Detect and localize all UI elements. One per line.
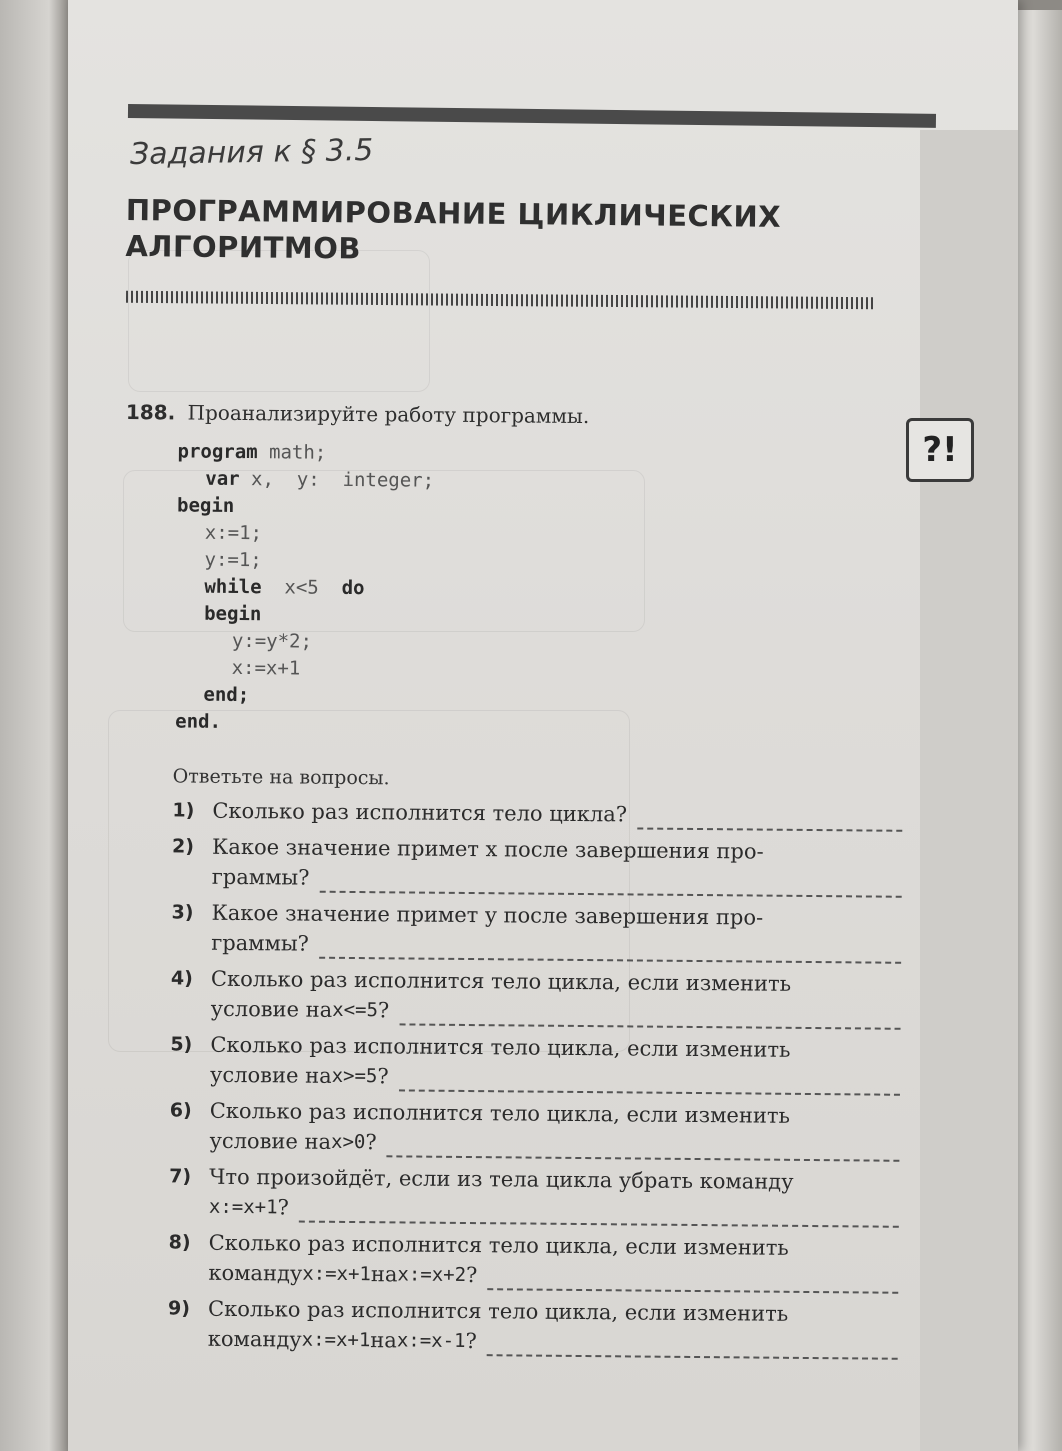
question-text: условие на (209, 1128, 332, 1154)
think-icon: ?! (906, 418, 974, 482)
code-line: y:=y*2; (231, 629, 313, 653)
question-number: 5) (170, 1033, 193, 1056)
answer-blank[interactable] (319, 873, 902, 898)
question-item (170, 1029, 900, 1095)
question-text: Сколько раз исполнится тело цикла, если изменить (210, 1032, 791, 1062)
task-prompt: Проанализируйте работу программы. (187, 400, 590, 429)
question-number: 3) (171, 901, 194, 924)
question-number: 1) (172, 799, 195, 822)
task-heading (126, 400, 906, 431)
question-text: Сколько раз исполнится тело цикла, если изменить (208, 1230, 789, 1260)
question-item (172, 795, 902, 831)
code-inline: x:=x+1 (302, 1262, 372, 1286)
code-inline: x<=5 (332, 998, 379, 1022)
code-inline: x:=x+1 (301, 1328, 371, 1352)
question-text: ? (277, 1195, 289, 1220)
question-text: граммы? (211, 864, 310, 890)
question-text: Какое значение примет y после завершения про- (211, 900, 764, 930)
section-label: Задания к § 3.5 (129, 132, 374, 173)
questions-section (168, 765, 903, 1359)
code-inline: x:=x+1 (208, 1195, 278, 1219)
question-text: Какое значение примет x после завершения про- (211, 834, 764, 864)
question-text: на (370, 1328, 397, 1353)
answer-blank[interactable] (399, 1071, 901, 1095)
answer-blank[interactable] (399, 1005, 901, 1029)
question-number: 6) (169, 1099, 192, 1122)
code-keyword: while (204, 575, 262, 599)
answer-blank[interactable] (487, 1336, 898, 1360)
question-text: ? (377, 998, 390, 1023)
answer-blank[interactable] (637, 809, 903, 831)
code-line: y:=1; (204, 548, 262, 572)
show-through-table (128, 250, 430, 392)
answer-blank[interactable] (299, 1203, 899, 1228)
code-keyword: program (177, 440, 258, 464)
program-listing (175, 438, 906, 741)
section-title (125, 192, 886, 272)
question-text: Сколько раз исполнится тело цикла, если изменить (210, 966, 792, 996)
question-number: 7) (169, 1165, 192, 1188)
question-text: на (370, 1262, 398, 1287)
section-title-line: ПРОГРАММИРОВАНИЕ ЦИКЛИЧЕСКИХ (125, 192, 782, 234)
code-text: math; (257, 441, 327, 464)
code-keyword: var (205, 467, 240, 490)
header-rule (128, 104, 936, 128)
code-inline: x>0 (330, 1130, 366, 1154)
question-text: Сколько раз исполнится тело цикла? (212, 798, 628, 827)
question-item (171, 963, 901, 1029)
code-text: x<5 (261, 576, 342, 599)
task-number: 188. (125, 400, 176, 425)
question-item (168, 1293, 898, 1359)
answer-blank[interactable] (387, 1137, 900, 1161)
question-item (168, 1227, 898, 1293)
question-number: 8) (168, 1231, 191, 1254)
question-number: 9) (167, 1297, 191, 1320)
question-item (172, 831, 902, 897)
workbook-page (68, 0, 1018, 1451)
code-text: x, y: integer; (239, 467, 435, 492)
code-inline: x:=x+2 (397, 1263, 467, 1287)
question-text: условие на (210, 996, 333, 1022)
answer-blank[interactable] (319, 939, 902, 964)
question-text: ? (465, 1328, 477, 1354)
task-188 (118, 400, 906, 1366)
question-text: ? (465, 1263, 478, 1288)
code-keyword: begin (204, 602, 262, 626)
code-inline: x:=x-1 (396, 1329, 466, 1352)
previous-page-edge (0, 0, 70, 1451)
question-text: команду (208, 1260, 303, 1286)
answer-blank[interactable] (487, 1270, 898, 1294)
code-keyword: end. (175, 710, 222, 733)
question-number: 2) (172, 835, 195, 858)
question-text: ? (365, 1130, 377, 1155)
section-title-line: АЛГОРИТМОВ (125, 228, 362, 266)
question-item (169, 1161, 899, 1227)
code-keyword: do (341, 576, 365, 600)
question-text: граммы? (211, 930, 309, 956)
question-text: Что произойдёт, если из тела цикла убрать команду (209, 1164, 794, 1194)
answers-intro: Ответьте на вопросы. (172, 765, 390, 790)
question-text: ? (377, 1064, 389, 1089)
code-keyword: begin (176, 494, 235, 517)
question-text: условие на (210, 1062, 332, 1088)
question-item (169, 1095, 899, 1161)
code-inline: x>=5 (331, 1064, 378, 1088)
question-number: 4) (170, 967, 193, 990)
code-line: x:=x+1 (231, 656, 301, 680)
question-item (171, 897, 901, 963)
code-keyword: end; (203, 683, 250, 707)
question-text: Сколько раз исполнится тело цикла, если изменить (209, 1098, 791, 1128)
question-text: команду (207, 1326, 302, 1352)
question-text: Сколько раз исполнится тело цикла, если изменить (207, 1296, 789, 1326)
code-line: x:=1; (204, 521, 263, 545)
code-line (175, 708, 903, 741)
page-margin-strip (920, 130, 1018, 1451)
